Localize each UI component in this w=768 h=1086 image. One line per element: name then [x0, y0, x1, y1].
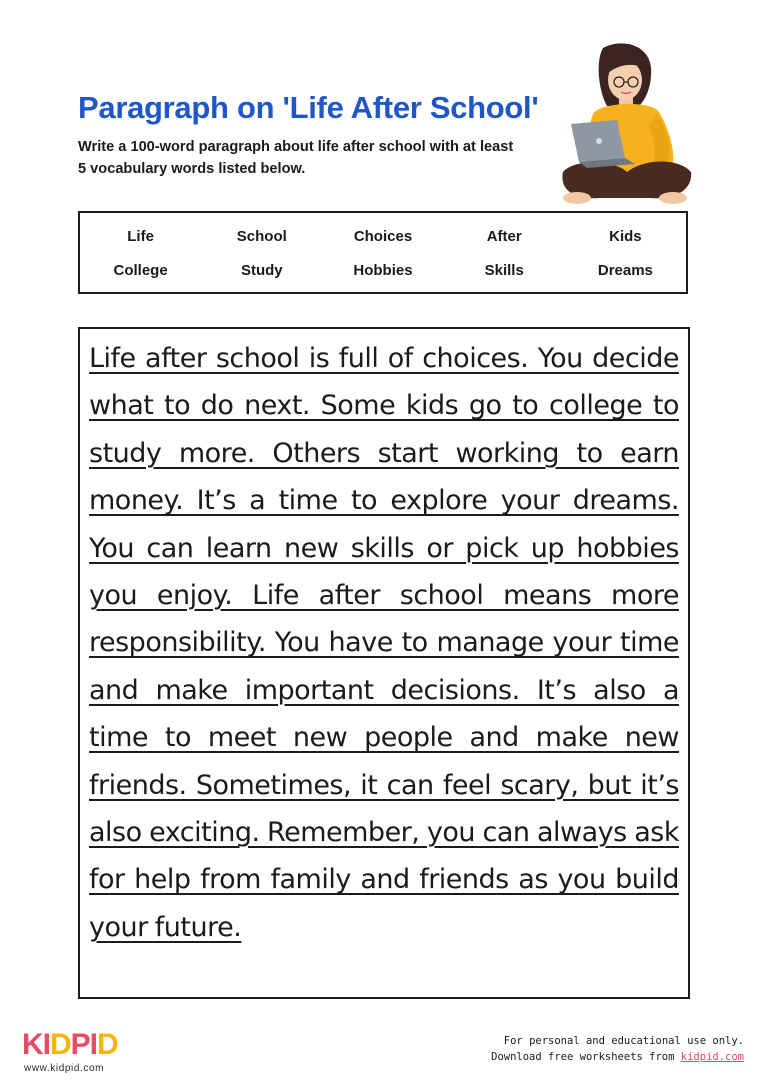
vocab-word: Hobbies	[353, 262, 413, 279]
worksheet-instructions: Write a 100-word paragraph about life after school with at least 5 vocabulary words listed below.	[78, 139, 514, 177]
vocab-word: Study	[240, 262, 283, 279]
footer-download-prefix: Download free worksheets from	[491, 1051, 681, 1063]
paragraph-text: Life after school is full of choices. You decide what to do next. Some kids go to college to study more. Others start working to earn money. It’s a time to explore your dreams. You can learn new skills or pick up hobbies you enjoy. Life after school means more responsibility. You have to manage your time and make important decisions. It’s also a time to meet new people and make new friends. Sometimes, it can feel scary, but it’s also exciting. Remember, you can always ask for help from family and friends as you build your future.	[89, 343, 679, 943]
vocab-word: Choices	[353, 228, 413, 245]
logo-letter-d2: D	[97, 1028, 118, 1061]
worksheet-title: Paragraph on 'Life After School'	[78, 90, 539, 125]
logo-url: www.kidpid.com	[24, 1063, 105, 1074]
vocab-word: Life	[127, 228, 154, 245]
kidpid-logo	[22, 1028, 122, 1084]
girl-with-laptop-illustration	[555, 40, 695, 208]
vocab-word: Kids	[609, 228, 642, 245]
vocab-word: College	[113, 262, 168, 279]
logo-wordmark	[22, 1028, 118, 1062]
footer-kidpid-link[interactable]: kidpid.com	[680, 1051, 744, 1063]
footer-usage-note: For personal and educational use only.	[503, 1035, 744, 1047]
footer-download-note	[491, 1049, 744, 1065]
footer-note	[491, 1033, 744, 1065]
vocab-word: School	[236, 228, 287, 245]
logo-letter-d: D	[50, 1028, 71, 1061]
paragraph-box	[78, 327, 690, 999]
logo-letters-pi: PI	[70, 1028, 98, 1061]
vocabulary-grid	[80, 227, 686, 281]
vocab-word: After	[486, 228, 522, 245]
vocabulary-box	[78, 211, 688, 294]
vocab-word: Skills	[484, 262, 524, 279]
vocab-word: Dreams	[597, 262, 653, 279]
logo-letters-ki: KI	[22, 1028, 50, 1061]
